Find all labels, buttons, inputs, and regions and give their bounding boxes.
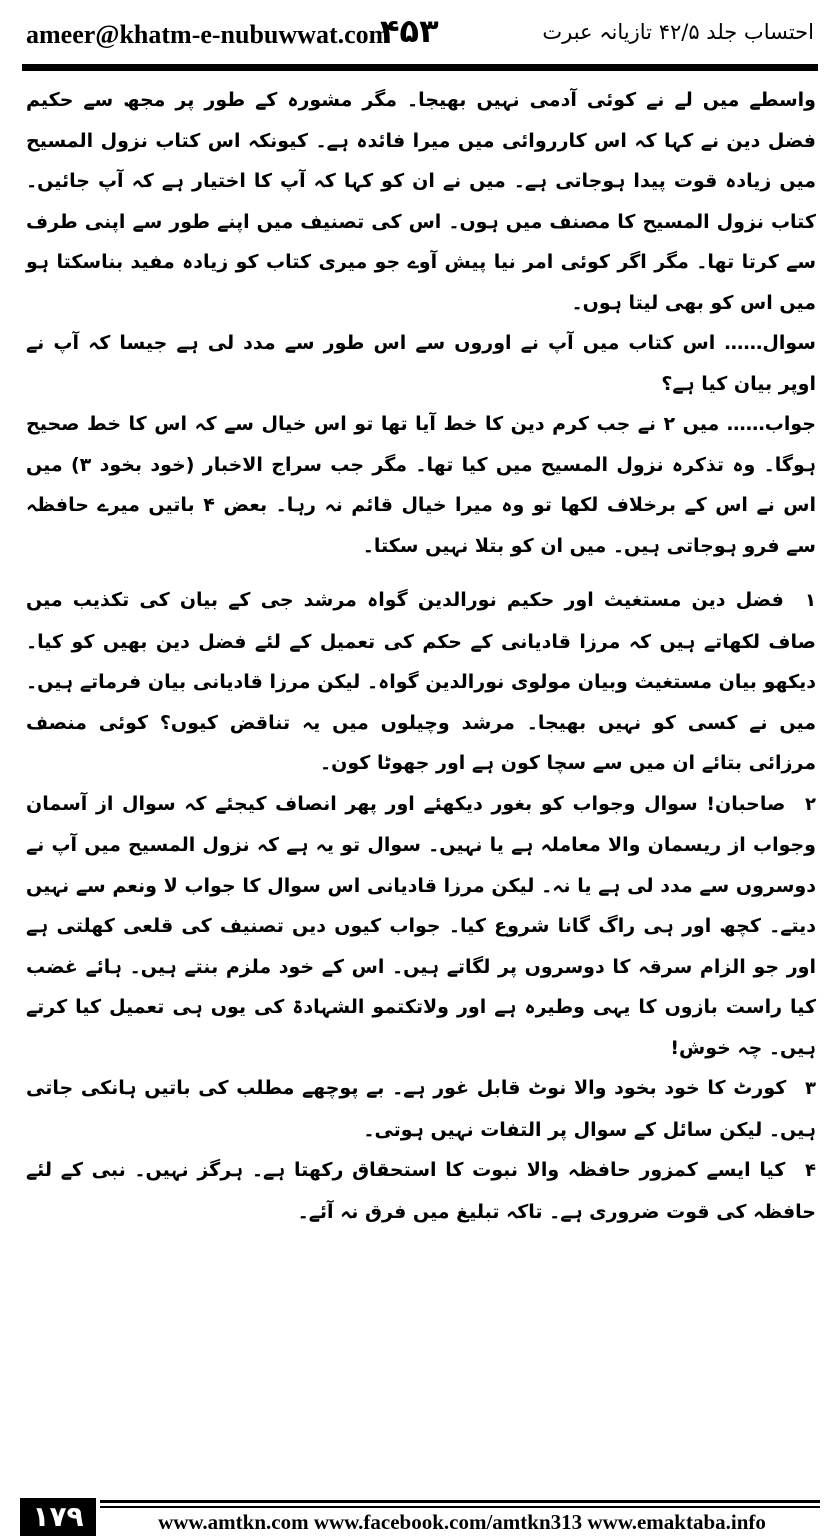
- footer-rule-top: [100, 1500, 820, 1503]
- footnote-4-text: کیا ایسے کمزور حافظہ والا نبوت کا استحقاق رکھتا ہے۔ ہرگز نہیں۔ نبی کے لئے حافظہ کی قوت ضروری ہے۔ تاکہ تبلیغ میں فرق نہ آئے۔: [26, 1159, 816, 1223]
- footnote-3: [26, 1068, 816, 1150]
- footnote-1-number: ۱: [805, 590, 816, 611]
- footer-rule-bottom: [100, 1506, 820, 1508]
- footnote-4: [26, 1150, 816, 1232]
- footnote-2-number: ۲: [805, 793, 816, 815]
- footnote-2-text: صاحبان! سوال وجواب کو بغور دیکھئے اور پھر انصاف کیجئے کہ سوال از آسمان وجواب از ریسمان والا معاملہ ہے یا نہیں۔ سوال تو یہ ہے کہ نزول المسیح میں آپ نے دوسروں سے مدد لی ہے یا نہ۔ لیکن مرزا قادیانی اس سوال کا جواب لا ونعم سے نہیں دیتے۔ کچھ اور ہی راگ گانا شروع کیا۔ جواب کیوں دیں تصنیف کی قلعی کھلتی ہے اور جو الزام سرقہ کا دوسروں پر لگاتے ہیں۔ اس کے خود ملزم بنتے ہیں۔ ہائے غضب کیا راست بازوں کا یہی وطیرہ ہے اور ولاتکتمو الشہادۃ کی یوں ہی تعمیل کیا کرتے ہیں۔ چہ خوش!: [26, 792, 816, 1059]
- footnote-4-number: ۴: [804, 1160, 816, 1181]
- header-title: احتساب جلد ۴۲/۵ تازیانہ عبرت: [542, 20, 814, 44]
- footer-links[interactable]: www.amtkn.com www.facebook.com/amtkn313 www.emaktaba.info: [158, 1510, 766, 1534]
- page-header: [0, 0, 840, 74]
- paragraph-1: واسطے میں لے نے کوئی آدمی نہیں بھیجا۔ مگر مشورہ کے طور پر مجھ سے حکیم فضل دین نے کہا کہ اس کارروائی میں میرا فائدہ ہے۔ کیونکہ اس کتاب نزول المسیح میں زیادہ قوت پیدا ہوجاتی ہے۔ میں نے ان کو کہا کہ آپ کا اختیار ہے کہ آپ جائیں۔ کتاب نزول المسیح کا مصنف میں ہوں۔ اس کی تصنیف میں اپنے طور سے اپنی طرف سے کرتا تھا۔ مگر اگر کوئی امر نیا پیش آوے جو میری کتاب کو زیادہ مفید بناسکتا ہو میں اس کو بھی لیتا ہوں۔: [26, 89, 816, 314]
- header-page-number: ۴۵۳: [380, 12, 439, 50]
- footnote-1-text: فضل دین مستغیث اور حکیم نورالدین گواہ مرشد جی کے بیان کی تکذیب میں صاف لکھاتے ہیں کہ مرزا قادیانی کے حکم کی تعمیل کے لئے فضل دین بھیں کو کیا۔ دیکھو بیان مستغیث وبیان مولوی نورالدین گواہ۔ لیکن مرزا قادیانی بیان فرماتے ہیں۔ میں نے کسی کو نہیں بھیجا۔ مرشد وچیلوں میں یہ تناقض کیوں؟ کوئی منصف مرزائی بتائے ان میں سے سچا کون ہے اور جھوٹا کون۔: [26, 589, 816, 774]
- page-footer: [0, 1488, 840, 1540]
- footnote-3-text: کورٹ کا خود بخود والا نوٹ قابل غور ہے۔ بے پوچھے مطلب کی باتیں ہانکی جاتی ہیں۔ لیکن سائل کے سوال پر التفات نہیں ہوتی۔: [26, 1077, 816, 1141]
- footnote-2: [26, 784, 816, 1069]
- paragraph-question: سوال…… اس کتاب میں آپ نے اوروں سے اس طور سے مدد لی ہے جیسا کہ آپ نے اوپر بیان کیا ہے؟: [26, 332, 816, 395]
- header-rule: [22, 64, 818, 71]
- footnote-1: [26, 580, 816, 784]
- page-body: [26, 80, 816, 1232]
- header-email: ameer@khatm-e-nubuwwat.com: [26, 20, 391, 49]
- section-gap: [26, 566, 816, 580]
- paragraph-answer: جواب…… میں ۲ نے جب کرم دین کا خط آیا تھا تو اس خیال سے کہ اس کا خط صحیح ہوگا۔ وہ تذکرہ نزول المسیح میں کیا تھا۔ مگر جب سراج الاخبار (خود بخود ۳) میں اس نے اس کے برخلاف لکھا تو وہ میرا خیال قائم نہ رہا۔ بعض ۴ باتیں میرے حافظہ سے فرو ہوجاتی ہیں۔ میں ان کو بتلا نہیں سکتا۔: [26, 413, 816, 557]
- footer-page-box: ۱۷۹: [20, 1498, 96, 1536]
- footnote-3-number: ۳: [804, 1078, 816, 1099]
